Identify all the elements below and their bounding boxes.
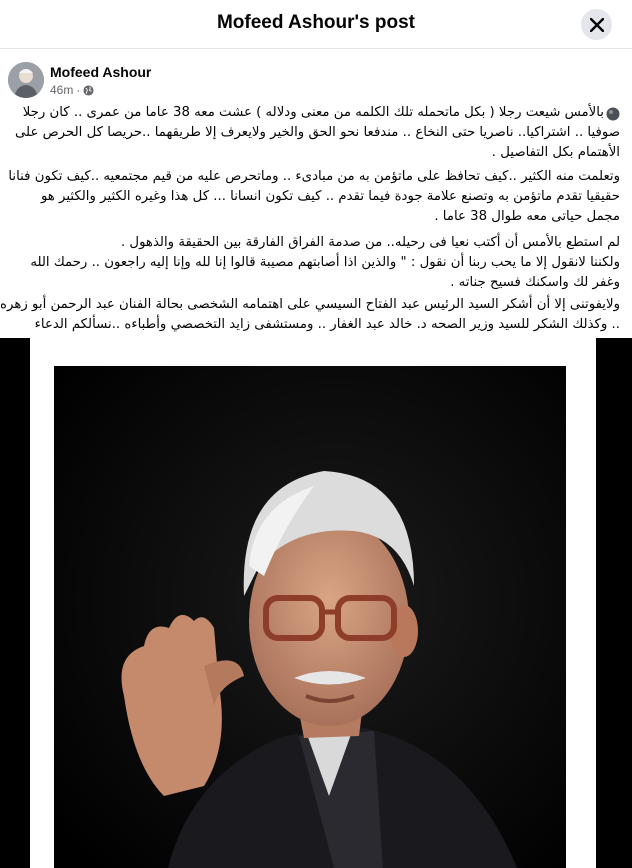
post-text-line: لم استطع بالأمس أن أكتب نعيا فى رحيله.. من صدمة الفراق الفارقة بين الحقيقة والذهول .: [120, 235, 620, 250]
post-text-line: وغفر لك واسكنك فسيح جناته .: [450, 275, 620, 290]
post-text-line: وتعلمت منه الكثير ..كيف تحافظ على ماتؤمن به من مبادىء .. وماتحرص عليه من قيم مجتمعيه ..كيف تكون فنانا: [8, 169, 620, 184]
post-time[interactable]: 46m: [50, 83, 74, 97]
post-text-line: .. وكذلك الشكر للسيد وزير الصحه د. خالد عبد الغفار .. ومستشفى زايد التخصصي وأطباءه ..نسألكم الدعاء: [34, 317, 620, 332]
dialog-title: Mofeed Ashour's post: [216, 12, 416, 33]
post-text-line: الأهتمام بكل التفاصيل .: [491, 145, 620, 160]
post-text-line: مجمل حياتى معه طوال 38 عاما .: [434, 209, 620, 224]
post-meta: [50, 83, 94, 97]
post-text: [0, 102, 632, 332]
post-image[interactable]: [0, 338, 632, 868]
portrait-photo: [54, 366, 566, 868]
globe-icon: [83, 85, 94, 96]
close-icon: [590, 18, 604, 32]
post-text-line: حقيقيا تقدم ماتؤمن به وتصنع علامة جودة فيما تقدم .. كيف تكون انسانا ... كل هذا وغيره الكثير والكثير هو: [40, 189, 620, 204]
circle-bullet-icon: [606, 107, 620, 121]
author-name[interactable]: Mofeed Ashour: [50, 64, 152, 80]
post-text-line: ولكننا لانقول إلا ما يحب ربنا أن نقول : " والذين اذا أصابتهم مصيبة قالوا إنا لله وإنا إليه راجعون .. رحمك الله: [30, 255, 620, 270]
meta-dot: ·: [76, 83, 81, 97]
post-author-row: [8, 62, 608, 102]
post-card: [0, 52, 632, 868]
post-dialog-header: [0, 0, 632, 49]
post-text-line: صوفيا .. اشتراكيا.. ناصريا حتى النخاع .. مندفعا نحو الحق والخير ولايعرف إلا طريقهما ..حريصا كل الحرص على: [14, 125, 620, 140]
close-button[interactable]: [581, 9, 612, 40]
post-text-line: ولايفوتنى إلا أن أشكر السيد الرئيس عبد الفتاح السيسي على اهتمامه الشخصى بحالة الفنان عبد الرحمن أبو زهره: [0, 297, 620, 312]
post-text-line: بالأمس شيعت رجلا ( بكل ماتحمله تلك الكلمه من معنى ودلاله ) عشت معه 38 عاما من عمرى .. كان رجلا: [22, 105, 604, 120]
avatar[interactable]: [8, 62, 44, 98]
